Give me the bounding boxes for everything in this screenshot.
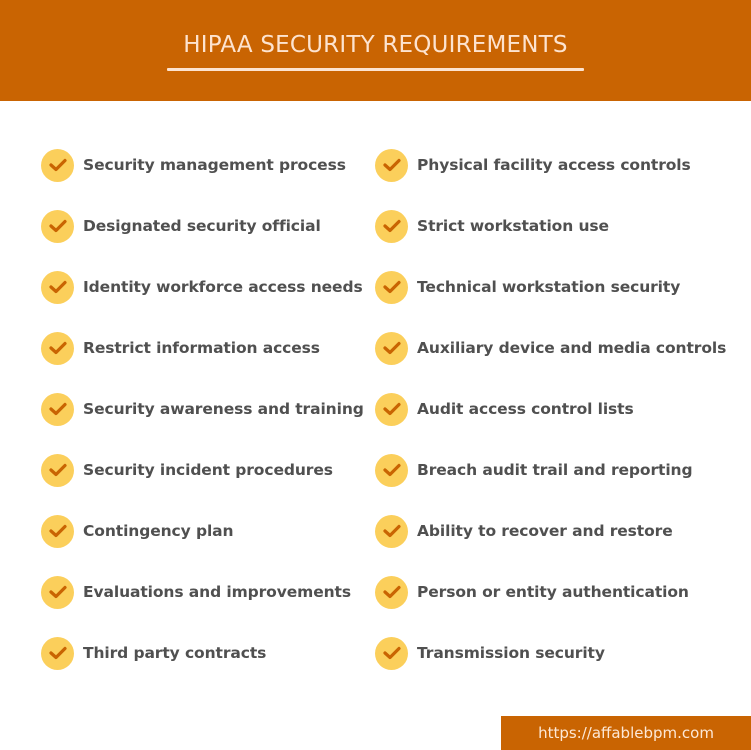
footer-url-badge <box>501 716 751 750</box>
footer-url[interactable]: https://affablebpm.com <box>538 724 714 742</box>
check-circle-icon <box>375 454 408 487</box>
list-item <box>375 636 605 670</box>
item-label: Security management process <box>83 156 346 174</box>
check-circle-icon <box>375 271 408 304</box>
header-banner <box>0 0 751 101</box>
list-item <box>375 331 726 365</box>
check-circle-icon <box>375 210 408 243</box>
list-item <box>375 148 691 182</box>
check-circle-icon <box>41 454 74 487</box>
check-circle-icon <box>41 271 74 304</box>
check-circle-icon <box>41 332 74 365</box>
check-circle-icon <box>375 515 408 548</box>
list-item <box>375 392 634 426</box>
list-item <box>41 392 364 426</box>
list-item <box>375 575 689 609</box>
item-label: Contingency plan <box>83 522 234 540</box>
list-item <box>375 453 692 487</box>
item-label: Physical facility access controls <box>417 156 691 174</box>
item-label: Auxiliary device and media controls <box>417 339 727 357</box>
item-label: Security awareness and training <box>83 400 364 418</box>
item-label: Third party contracts <box>83 644 267 662</box>
check-circle-icon <box>375 576 408 609</box>
item-label: Security incident procedures <box>83 461 333 479</box>
list-item <box>41 636 266 670</box>
list-item <box>375 270 680 304</box>
check-circle-icon <box>41 637 74 670</box>
item-label: Strict workstation use <box>417 217 609 235</box>
item-label: Audit access control lists <box>417 400 634 418</box>
check-circle-icon <box>41 393 74 426</box>
list-item <box>375 514 673 548</box>
check-circle-icon <box>41 149 74 182</box>
check-circle-icon <box>41 515 74 548</box>
list-item <box>41 270 363 304</box>
item-label: Transmission security <box>417 644 605 662</box>
item-label: Person or entity authentication <box>417 583 689 601</box>
check-circle-icon <box>41 576 74 609</box>
item-label: Restrict information access <box>83 339 320 357</box>
check-circle-icon <box>375 149 408 182</box>
item-label: Breach audit trail and reporting <box>417 461 693 479</box>
check-circle-icon <box>375 332 408 365</box>
list-item <box>375 209 609 243</box>
check-circle-icon <box>41 210 74 243</box>
item-label: Technical workstation security <box>417 278 681 296</box>
list-item <box>41 209 321 243</box>
list-item <box>41 514 233 548</box>
page-title: HIPAA SECURITY REQUIREMENTS <box>183 32 568 58</box>
list-item <box>41 331 320 365</box>
item-label: Identity workforce access needs <box>83 278 363 296</box>
list-item <box>41 148 346 182</box>
item-label: Designated security official <box>83 217 321 235</box>
check-circle-icon <box>375 393 408 426</box>
list-item <box>41 575 351 609</box>
check-circle-icon <box>375 637 408 670</box>
item-label: Evaluations and improvements <box>83 583 351 601</box>
list-item <box>41 453 333 487</box>
item-label: Ability to recover and restore <box>417 522 673 540</box>
title-underline <box>167 68 584 71</box>
